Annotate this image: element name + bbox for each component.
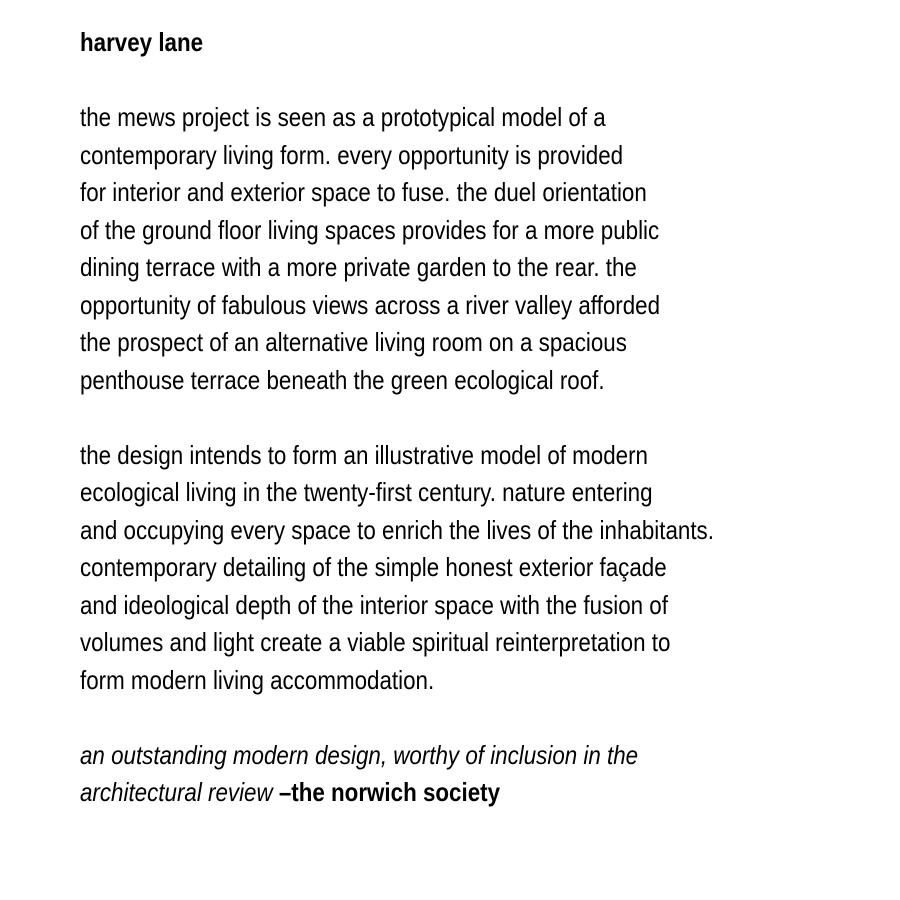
paragraph-line: for interior and exterior space to fuse. the duel orientation [80, 177, 647, 207]
quote-line: an outstanding modern design, worthy of inclusion in the [80, 739, 639, 770]
paragraph-line: contemporary detailing of the simple honest exterior façade [80, 552, 667, 582]
paragraph-1 [80, 99, 900, 399]
paragraph-line: of the ground floor living spaces provides for a more public [80, 214, 660, 245]
quote-attribution: –the norwich society [278, 777, 501, 807]
paragraph-line: opportunity of fabulous views across a river valley afforded [80, 289, 661, 320]
paragraph-2 [80, 437, 900, 700]
paragraph-line: ecological living in the twenty-first century. nature entering [80, 477, 653, 507]
paragraph-line: and occupying every space to enrich the lives of the inhabitants. [80, 514, 714, 545]
quote-line-2 [80, 774, 854, 812]
paragraph-line: the design intends to form an illustrative model of modern [80, 439, 649, 470]
paragraph-line: contemporary living form. every opportunity is provided [80, 139, 624, 170]
paragraph-line: form modern living accommodation. [80, 664, 435, 695]
paragraph-line: the prospect of an alternative living room on a spacious [80, 327, 627, 357]
document [80, 24, 900, 812]
paragraph-line: dining terrace with a more private garden to the rear. the [80, 252, 637, 282]
paragraph-line: volumes and light create a viable spiritual reinterpretation to [80, 627, 671, 657]
spacer [80, 399, 900, 437]
spacer [80, 699, 900, 737]
paragraph-line: the mews project is seen as a prototypical model of a [80, 102, 606, 132]
document-title: harvey lane [80, 27, 204, 57]
spacer [80, 62, 900, 100]
quote-text: architectural review [80, 777, 279, 807]
paragraph-line: penthouse terrace beneath the green ecological roof. [80, 364, 605, 395]
quote [80, 737, 900, 812]
paragraph-line: and ideological depth of the interior space with the fusion of [80, 589, 668, 620]
